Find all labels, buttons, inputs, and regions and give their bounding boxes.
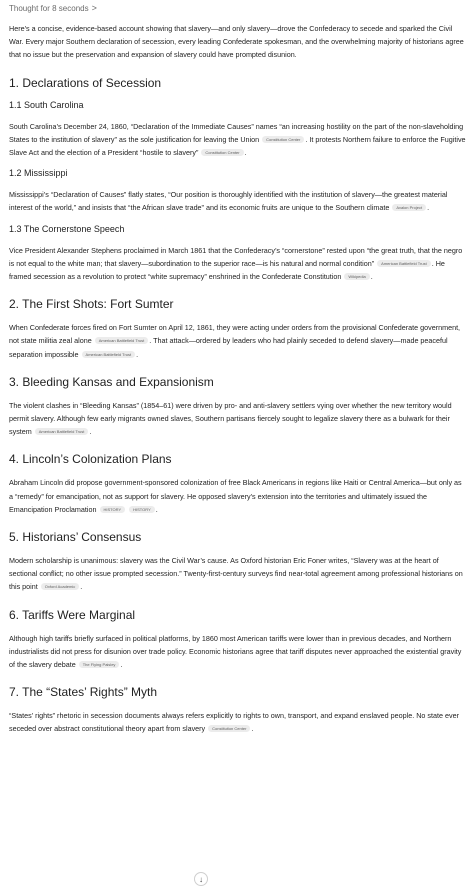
thought-toggle[interactable] <box>9 4 466 13</box>
text: . <box>370 272 373 282</box>
citation-chip[interactable]: HISTORY <box>129 506 155 513</box>
section-bleeding-kansas <box>9 375 466 439</box>
citation-chip[interactable]: American Battlefield Trust <box>35 428 89 435</box>
scroll-down-button[interactable] <box>194 872 208 886</box>
citation-chip[interactable]: Constitution Center <box>262 136 304 143</box>
text: “States’ rights” rhetoric in secession documents always refers explicitly to rights to own, transport, and expand enslaved people. No state ever seceded over abstract constitutional theory apart from slavery <box>9 711 459 734</box>
section-heading: 1. Declarations of Secession <box>9 75 162 90</box>
citation-chip[interactable]: Constitution Center <box>208 725 250 732</box>
paragraph <box>9 244 466 284</box>
citation-chip[interactable]: American Battlefield Trust <box>95 337 149 344</box>
paragraph <box>9 188 466 214</box>
arrow-down-icon: ↓ <box>199 874 203 884</box>
text: . <box>427 203 430 213</box>
text: . <box>155 504 158 514</box>
citation-chip[interactable]: Wikipedia <box>344 273 369 280</box>
text: . <box>80 582 83 592</box>
section-tariffs <box>9 608 466 672</box>
paragraph <box>9 476 466 516</box>
text: Although high tariffs briefly surfaced in political platforms, by 1860 most American tariffs were lower than in previous decades, and Northern industrialists did not press for disunion over trade policy. Economic historians agree that tariff disputes never approached the existential gravity of the slavery debate <box>9 633 462 670</box>
text: . <box>136 349 139 359</box>
section-lincoln-colonization <box>9 452 466 516</box>
section-heading: 4. Lincoln’s Colonization Plans <box>9 452 172 467</box>
section-states-rights <box>9 685 466 735</box>
citation-chip[interactable]: Constitution Center <box>201 149 243 156</box>
subsection-heading: 1.1 South Carolina <box>9 99 84 110</box>
citation-chip[interactable]: American Battlefield Trust <box>82 351 136 358</box>
text: . <box>251 724 254 734</box>
text: Mississippi’s “Declaration of Causes” flatly states, “Our position is thoroughly identified with the institution of slavery—the greatest material interest of the world,” and insists that “the African slave trade” and its economic fruits are unique to the Southern climate <box>9 190 448 213</box>
intro-paragraph: Here’s a concise, evidence-based account showing that slavery—and only slavery—drove the Confederacy to secede and sparked the Civil War. Every major Southern declaration of secession, every leading Confederate spokesman, and the overwhelming majority of historians agree that no issue but the preservation and expansion of slavery could have prompted disunion. <box>9 24 464 60</box>
subsection-heading: 1.3 The Cornerstone Speech <box>9 223 125 234</box>
paragraph <box>9 709 466 735</box>
paragraph <box>9 554 466 594</box>
citation-chip[interactable]: HISTORY <box>100 506 126 513</box>
subsection-heading: 1.2 Mississippi <box>9 168 68 179</box>
thought-label: Thought for 8 seconds <box>9 4 89 13</box>
section-heading: 6. Tariffs Were Marginal <box>9 607 136 622</box>
text: Vice President Alexander Stephens proclaimed in March 1861 that the Confederacy’s “cornerstone” rested upon “the great truth, that the negro is not equal to the white man; that slavery—subordination to the superior race—is his natural and normal condition” <box>9 245 463 268</box>
text: South Carolina’s December 24, 1860, “Declaration of the Immediate Causes” names “an increasing hostility on the part of the non-slaveholding States to the institution of slavery” as the sole justification for leaving the Union <box>9 121 464 144</box>
section-heading: 3. Bleeding Kansas and Expansionism <box>9 374 214 389</box>
text: . It protests Northern failure to enforce the Fugitive Slave Act and the election of a President “hostile to slavery” <box>9 134 466 158</box>
chevron-right-icon: > <box>91 3 97 13</box>
subsection-mississippi <box>9 168 466 214</box>
text: . <box>120 660 123 670</box>
citation-chip[interactable]: Avalon Project <box>392 204 426 211</box>
text: The violent clashes in “Bleeding Kansas” (1854–61) were driven by pro- and anti-slavery settlers vying over whether the new territory would permit slavery. Although few early migrants owned slaves, Southern partisans fiercely sought to legalize slavery there as a bulwark for their system <box>9 400 452 437</box>
text: Modern scholarship is unanimous: slavery was the Civil War’s cause. As Oxford historian Eric Foner writes, “Slavery was at the heart of sectional conflict; no other issue prompted secession.” Twenty-first-century surveys find near-total agreement among professional historians on this point <box>9 556 463 592</box>
section-historians-consensus <box>9 530 466 594</box>
text: . He framed secession as a revolution to protect “white supremacy” enshrined in the Confederate Constitution <box>9 258 445 282</box>
section-declarations <box>9 76 466 284</box>
citation-chip[interactable]: Oxford Academic <box>41 583 79 590</box>
paragraph <box>9 399 466 439</box>
text: When Confederate forces fired on Fort Sumter on April 12, 1861, they were acting under orders from the provisional Confederate government, not state militia zeal alone <box>9 323 461 346</box>
text: . <box>89 427 92 437</box>
paragraph <box>9 632 466 672</box>
section-heading: 5. Historians’ Consensus <box>9 530 142 545</box>
subsection-cornerstone <box>9 224 466 284</box>
section-heading: 7. The “States’ Rights” Myth <box>9 685 158 700</box>
citation-chip[interactable]: The Flying Paisley <box>79 661 120 668</box>
paragraph <box>9 321 466 361</box>
paragraph <box>9 120 466 160</box>
citation-chip[interactable]: American Battlefield Trust <box>377 260 431 267</box>
text: . <box>244 148 247 158</box>
text: Abraham Lincoln did propose government-sponsored colonization of free Black Americans in regions like Haiti or Central America—but only as a “remedy” for emancipation, not as support for slavery. He opposed slavery’s extension into the territories and ultimately issued the Emancipation Proclamation <box>9 478 462 514</box>
section-fort-sumter <box>9 297 466 361</box>
subsection-south-carolina <box>9 100 466 160</box>
text: . That attack—ordered by leaders who had plainly seceded to defend slavery—made peaceful separation impossible <box>9 336 448 359</box>
section-heading: 2. The First Shots: Fort Sumter <box>9 297 174 312</box>
